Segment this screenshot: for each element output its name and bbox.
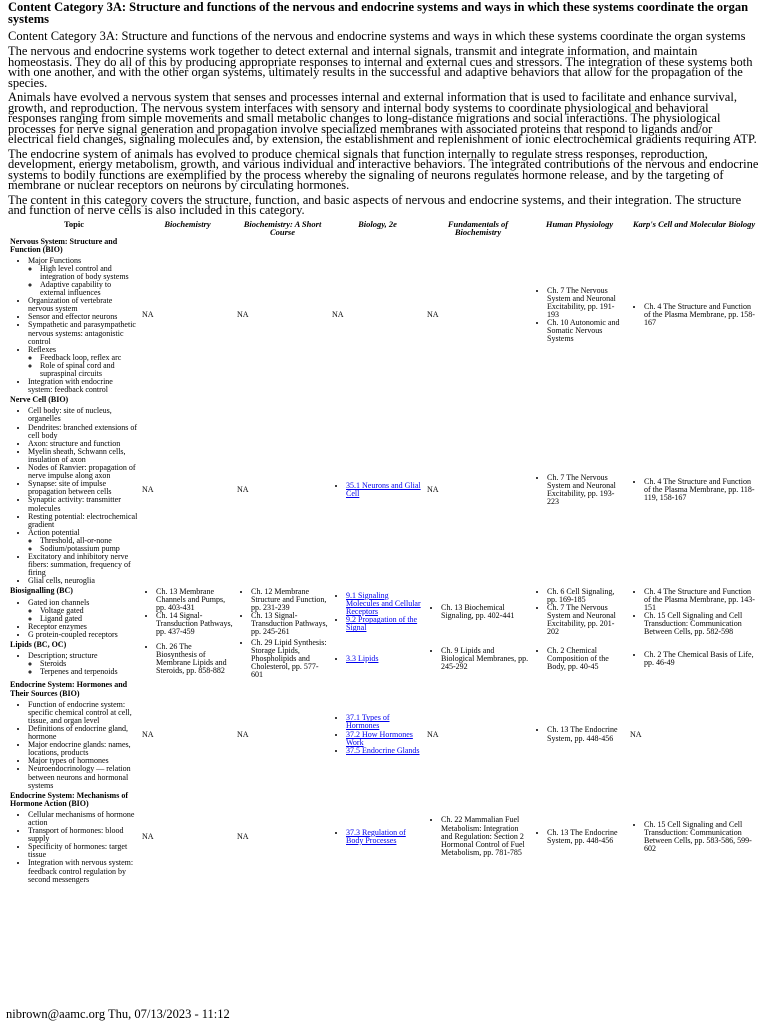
reference-list: [142, 588, 233, 637]
topic-item: [28, 765, 138, 789]
biochemistry-short-course-cell: [235, 585, 330, 639]
topic-subitem: ◦ Ligand gated: [40, 615, 138, 623]
reference-item: [346, 747, 423, 755]
reference-list: [427, 816, 529, 856]
reference-list: [332, 592, 423, 632]
topic-item-text: Receptor enzymes: [28, 621, 87, 631]
topic-title: Endocrine System: Mechanisms of Hormone Action (BIO): [10, 790, 128, 808]
topic-item-text: Resting potential: electrochemical gradient: [28, 511, 138, 529]
reference-list: [630, 821, 758, 853]
karp-cell: [628, 236, 760, 395]
reference-list: [332, 482, 423, 498]
reference-item: • Ch. 15 Cell Signaling and Cell Transduction: Communication Between Cells, pp. 582-598: [644, 612, 758, 636]
topic-item-text: Description; structure: [28, 651, 98, 661]
biochemistry-short-course-cell: [235, 790, 330, 884]
topic-item: [28, 631, 138, 639]
topic-item: [28, 257, 138, 297]
topic-title: Biosignalling (BC): [10, 586, 73, 596]
reference-list: [630, 588, 758, 637]
biochemistry-short-course-cell: [235, 639, 330, 679]
karp-cell: [628, 790, 760, 884]
topic-subitem: ◦ High level control and integration of body systems: [40, 265, 138, 281]
reference-item: [346, 482, 423, 498]
reference-item: [346, 829, 423, 845]
reference-link[interactable]: 9.1 Signaling Molecules and Cellular Receptors: [346, 590, 421, 617]
resource-table: [8, 220, 760, 884]
karp-cell: [628, 639, 760, 679]
topic-item: [28, 378, 138, 394]
topic-cell: [8, 790, 140, 884]
reference-list: [332, 714, 423, 754]
topic-subitem: ◦ Terpenes and terpenoids: [40, 668, 138, 676]
reference-item: • Ch. 26 The Biosynthesis of Membrane Lipids and Steroids, pp. 858-882: [156, 643, 233, 675]
reference-item: [346, 714, 423, 730]
reference-item: • Ch. 4 The Structure and Function of the Plasma Membrane, pp. 143-151: [644, 588, 758, 612]
biochemistry-cell: [140, 236, 235, 395]
human-physiology-cell: [531, 394, 628, 585]
topic-list: [10, 257, 138, 395]
na-value: NA: [237, 831, 249, 841]
reference-list: [533, 647, 626, 671]
reference-item: • Ch. 2 The Chemical Basis of Life, pp. 46-49: [644, 651, 758, 667]
human-physiology-cell: [531, 679, 628, 789]
na-value: NA: [427, 484, 439, 494]
topic-item-text: Action potential: [28, 527, 80, 537]
topic-item-text: Transport of hormones: blood supply: [28, 826, 124, 844]
topic-item-text: Definitions of endocrine gland, hormone: [28, 723, 128, 742]
reference-item: [346, 616, 423, 632]
topic-item-text: Dendrites: branched extensions of cell body: [28, 422, 138, 440]
karp-cell: [628, 679, 760, 789]
topic-item-text: Synapse: site of impulse propagation between cells: [28, 479, 112, 497]
topic-title: Endocrine System: Hormones and Their Sources (BIO): [10, 680, 128, 698]
topic-item-text: Neuroendocrinology — relation between neurons and hormonal systems: [28, 764, 131, 790]
topic-title: Nerve Cell (BIO): [10, 395, 69, 405]
topic-item: [28, 652, 138, 676]
topic-list: [10, 701, 138, 790]
na-value: NA: [237, 309, 249, 319]
topic-item-text: Sympathetic and parasympathetic nervous systems: antagonistic control: [28, 320, 136, 346]
topic-item: [28, 599, 138, 623]
fundamentals-cell: [425, 639, 531, 679]
header-human-physiology: Human Physiology: [545, 218, 614, 229]
intro-paragraph: The nervous and endocrine systems work together to detect external and internal signals, transmit and integrate information, and maintain homeostasis. They do all of this by producing appropriate responses to internal and external cues and stressors. The integration of these systems both with one another, and with the other organ systems, ultimately results in the successful and adaptive behaviors that allow for the propagation of the species.: [8, 44, 753, 90]
topic-subitem: ◦ Threshold, all-or-none: [40, 537, 138, 545]
biochemistry-cell: [140, 790, 235, 884]
topic-item-text: Integration with nervous system: feedback control regulation by second messengers: [28, 858, 134, 884]
topic-subitem: ◦ Role of spinal cord and supraspinal circuits: [40, 362, 138, 378]
reference-item: • Ch. 7 The Nervous System and Neuronal Excitability, pp. 191-193: [547, 287, 626, 319]
reference-list: [237, 639, 328, 679]
reference-list: [630, 478, 758, 502]
biochemistry-short-course-cell: [235, 679, 330, 789]
topic-item-text: Synaptic activity: transmitter molecules: [28, 495, 121, 513]
karp-cell: [628, 585, 760, 639]
topic-item: [28, 741, 138, 757]
topic-item: [28, 513, 138, 529]
topic-item: [28, 464, 138, 480]
reference-item: • Ch. 9 Lipids and Biological Membranes, pp. 245-292: [441, 647, 529, 671]
reference-list: [142, 643, 233, 675]
human-physiology-cell: [531, 639, 628, 679]
reference-item: • Ch. 13 Signal-Transduction Pathways, pp. 245-261: [251, 612, 328, 636]
biochemistry-cell: [140, 394, 235, 585]
table-row: [8, 236, 760, 395]
na-value: NA: [237, 484, 249, 494]
topic-item: [28, 424, 138, 440]
biochemistry-cell: [140, 639, 235, 679]
header-biochemistry-short-course: Biochemistry: A Short Course: [243, 218, 322, 237]
topic-cell: [8, 236, 140, 395]
reference-link[interactable]: 9.2 Propagation of the Signal: [346, 615, 418, 633]
na-value: NA: [237, 729, 249, 739]
topic-item-text: Reflexes: [28, 344, 56, 354]
reference-item: • Ch. 29 Lipid Synthesis: Storage Lipids, Phospholipids and Cholesterol, pp. 577-601: [251, 639, 328, 679]
na-value: NA: [142, 309, 154, 319]
table-row: [8, 394, 760, 585]
reference-list: [533, 287, 626, 344]
reference-item: • Ch. 13 Biochemical Signaling, pp. 402-441: [441, 604, 529, 620]
reference-list: [332, 829, 423, 845]
reference-link[interactable]: 37.2 How Hormones Work: [346, 729, 413, 747]
reference-item: • Ch. 12 Membrane Structure and Function, pp. 231-239: [251, 588, 328, 612]
reference-link[interactable]: 37.5 Endocrine Glands: [346, 745, 420, 755]
topic-item-text: Major types of hormones: [28, 756, 109, 766]
topic-item: [28, 321, 138, 345]
topic-list: [10, 811, 138, 884]
topic-item: [28, 496, 138, 512]
na-value: NA: [427, 729, 439, 739]
topic-item-text: Major Functions: [28, 255, 82, 265]
na-value: NA: [142, 729, 154, 739]
topic-item-text: Glial cells, neuroglia: [28, 576, 95, 586]
reference-item: [346, 731, 423, 747]
biochemistry-cell: [140, 585, 235, 639]
topic-item: [28, 448, 138, 464]
topic-item-text: Major endocrine glands: names, locations, products: [28, 740, 131, 758]
topic-list: [10, 407, 138, 585]
reference-link[interactable]: 37.1 Types of Hormones: [346, 713, 390, 731]
topic-subitem: ◦ Voltage gated: [40, 607, 138, 615]
table-row: [8, 790, 760, 884]
topic-list: [10, 599, 138, 639]
header-biology-2e: Biology, 2e: [358, 218, 397, 229]
topic-item: [28, 407, 138, 423]
reference-list: [533, 588, 626, 637]
na-value: NA: [142, 831, 154, 841]
human-physiology-cell: [531, 585, 628, 639]
reference-item: • Ch. 13 Membrane Channels and Pumps, pp. 403-431: [156, 588, 233, 612]
reference-list: [332, 655, 423, 663]
fundamentals-cell: [425, 790, 531, 884]
topic-cell: [8, 639, 140, 679]
na-value: NA: [427, 309, 439, 319]
topic-item-text: Cell body: site of nucleus, organelles: [28, 406, 112, 424]
coverage-paragraph: The content in this category covers the structure, function, and basic aspects of nervous and endocrine systems, and their integration. The structure and function of nerve cells is also included in this category.: [8, 192, 742, 217]
table-body: [8, 236, 760, 884]
reference-item: • Ch. 7 The Nervous System and Neuronal Excitability, pp. 193-223: [547, 474, 626, 506]
nervous-system-paragraph: Animals have evolved a nervous system that senses and processes internal and external information that is used to facilitate and enhance survival, growth, and reproduction. The nervous system interfaces with sensory and internal body systems to coordinate physiological and behavioral responses ranging from simple movements and small metabolic changes to long-distance migrations and social interactions. The physiological processes for nerve signal generation and propagation involve specialized membranes with associated proteins that respond to ligands and/or electrical field changes, signaling molecules and, by extension, the establishment and replenishment of ionic electrochemical gradients requiring ATP.: [8, 90, 757, 146]
reference-link[interactable]: 35.1 Neurons and Glial Cell: [346, 480, 421, 498]
fundamentals-cell: [425, 585, 531, 639]
biochemistry-short-course-cell: [235, 236, 330, 395]
topic-cell: [8, 585, 140, 639]
reference-item: • Ch. 14 Signal-Transduction Pathways, pp. 437-459: [156, 612, 233, 636]
header-topic: Topic: [63, 218, 84, 229]
topic-title: Nervous System: Structure and Function (BIO): [10, 236, 118, 254]
na-value: NA: [332, 309, 344, 319]
endocrine-system-paragraph: The endocrine system of animals has evolved to produce chemical signals that function internally to regulate stress responses, reproduction, development, energy metabolism, growth, and various individual and interactive behaviors. The integrated contributions of the nervous and endocrine systems to bodily functions are exemplified by the process whereby the signaling of neurons regulates hormone release, and by the targeting of membrane or nuclear receptors on neurons by circulating hormones.: [8, 146, 759, 192]
topic-item-text: Sensor and effector neurons: [28, 312, 118, 322]
topic-item: [28, 480, 138, 496]
biology-2e-cell: [330, 679, 425, 789]
reference-list: [630, 651, 758, 667]
reference-item: • Ch. 13 The Endocrine System, pp. 448-456: [547, 726, 626, 742]
topic-cell: [8, 679, 140, 789]
topic-item-text: Nodes of Ranvier: propagation of nerve impulse along axon: [28, 463, 136, 481]
header-fundamentals-of-biochemistry: Fundamentals of Biochemistry: [447, 218, 509, 237]
reference-item: • Ch. 22 Mammalian Fuel Metabolism: Integration and Regulation: Section 2 Hormonal Control of Fuel Metabolism, pp. 781-785: [441, 816, 529, 856]
biochemistry-short-course-cell: [235, 394, 330, 585]
reference-list: [630, 303, 758, 327]
header-biochemistry: Biochemistry: [164, 218, 211, 229]
topic-item: [28, 827, 138, 843]
karp-cell: [628, 394, 760, 585]
fundamentals-cell: [425, 394, 531, 585]
topic-item: [28, 577, 138, 585]
topic-sublist: [28, 354, 138, 378]
topic-subitem: ◦ Steroids: [40, 660, 138, 668]
fundamentals-cell: [425, 236, 531, 395]
page-title: Content Category 3A: Structure and functions of the nervous and endocrine systems and ways in which these systems coordinate the organ systems: [8, 0, 749, 26]
reference-item: [346, 592, 423, 616]
topic-item-text: Function of endocrine system: specific chemical control at cell, tissue, and organ level: [28, 699, 132, 725]
topic-item-text: Gated ion channels: [28, 597, 90, 607]
reference-item: • Ch. 4 The Structure and Function of the Plasma Membrane, pp. 158-167: [644, 303, 758, 327]
topic-item: [28, 553, 138, 577]
biology-2e-cell: [330, 639, 425, 679]
page-subtitle: Content Category 3A: Structure and functions of the nervous and endocrine systems and ways in which these systems coordinate the organ systems: [8, 29, 746, 43]
reference-item: • Ch. 10 Autonomic and Somatic Nervous Systems: [547, 319, 626, 343]
topic-item: [28, 811, 138, 827]
topic-sublist: [28, 660, 138, 676]
reference-link[interactable]: 3.3 Lipids: [346, 654, 379, 664]
reference-item: [346, 655, 423, 663]
reference-item: • Ch. 7 The Nervous System and Neuronal Excitability, pp. 201-202: [547, 604, 626, 636]
reference-list: [427, 647, 529, 671]
na-value: NA: [630, 729, 642, 739]
reference-list: [533, 726, 626, 742]
reference-item: • Ch. 6 Cell Signaling, pp. 169-185: [547, 588, 626, 604]
table-header-row: [8, 220, 760, 236]
topic-item: [28, 701, 138, 725]
topic-item-text: Cellular mechanisms of hormone action: [28, 809, 135, 827]
na-value: NA: [142, 484, 154, 494]
header-karps-cell-biology: Karp's Cell and Molecular Biology: [632, 218, 756, 229]
topic-subitem: ◦ Feedback loop, reflex arc: [40, 354, 138, 362]
topic-sublist: [28, 265, 138, 297]
biology-2e-cell: [330, 790, 425, 884]
topic-item-text: Excitatory and inhibitory nerve fibers: summation, frequency of firing: [28, 552, 131, 578]
topic-subitem: ◦ Adaptive capability to external influences: [40, 281, 138, 297]
biology-2e-cell: [330, 394, 425, 585]
table-row: [8, 639, 760, 679]
topic-item-text: Myelin sheath, Schwann cells, insulation of axon: [28, 446, 126, 464]
biology-2e-cell: [330, 236, 425, 395]
biochemistry-cell: [140, 679, 235, 789]
topic-item-text: G protein-coupled receptors: [28, 629, 118, 639]
topic-list: [10, 652, 138, 676]
topic-item: [28, 529, 138, 553]
topic-item: [28, 843, 138, 859]
fundamentals-cell: [425, 679, 531, 789]
topic-item-text: Integration with endocrine system: feedback control: [28, 377, 113, 395]
reference-list: [237, 588, 328, 637]
reference-item: • Ch. 2 Chemical Composition of the Body, pp. 40-45: [547, 647, 626, 671]
topic-title: Lipids (BC, OC): [10, 640, 67, 649]
reference-link[interactable]: 37.3 Regulation of Body Processes: [346, 827, 406, 845]
topic-sublist: [28, 607, 138, 623]
topic-item: [28, 346, 138, 378]
table-row: [8, 585, 760, 639]
topic-item: [28, 725, 138, 741]
reference-item: • Ch. 13 The Endocrine System, pp. 448-456: [547, 829, 626, 845]
human-physiology-cell: [531, 236, 628, 395]
topic-cell: [8, 394, 140, 585]
topic-item-text: Specificity of hormones: target tissue: [28, 842, 128, 860]
topic-sublist: [28, 537, 138, 553]
page-footer: nibrown@aamc.org Thu, 07/13/2023 - 11:12: [6, 1007, 230, 1021]
reference-list: [427, 604, 529, 620]
biology-2e-cell: [330, 585, 425, 639]
topic-item: [28, 297, 138, 313]
reference-list: [533, 474, 626, 506]
human-physiology-cell: [531, 790, 628, 884]
reference-list: [533, 829, 626, 845]
reference-item: • Ch. 4 The Structure and Function of the Plasma Membrane, pp. 118-119, 158-167: [644, 478, 758, 502]
topic-item: [28, 859, 138, 883]
topic-item-text: Organization of vertebrate nervous system: [28, 296, 113, 314]
table-row: [8, 679, 760, 789]
topic-subitem: ◦ Sodium/potassium pump: [40, 545, 138, 553]
reference-item: • Ch. 15 Cell Signaling and Cell Transduction: Communication Between Cells, pp. 583-586, 599-602: [644, 821, 758, 853]
topic-item-text: Axon: structure and function: [28, 438, 121, 448]
